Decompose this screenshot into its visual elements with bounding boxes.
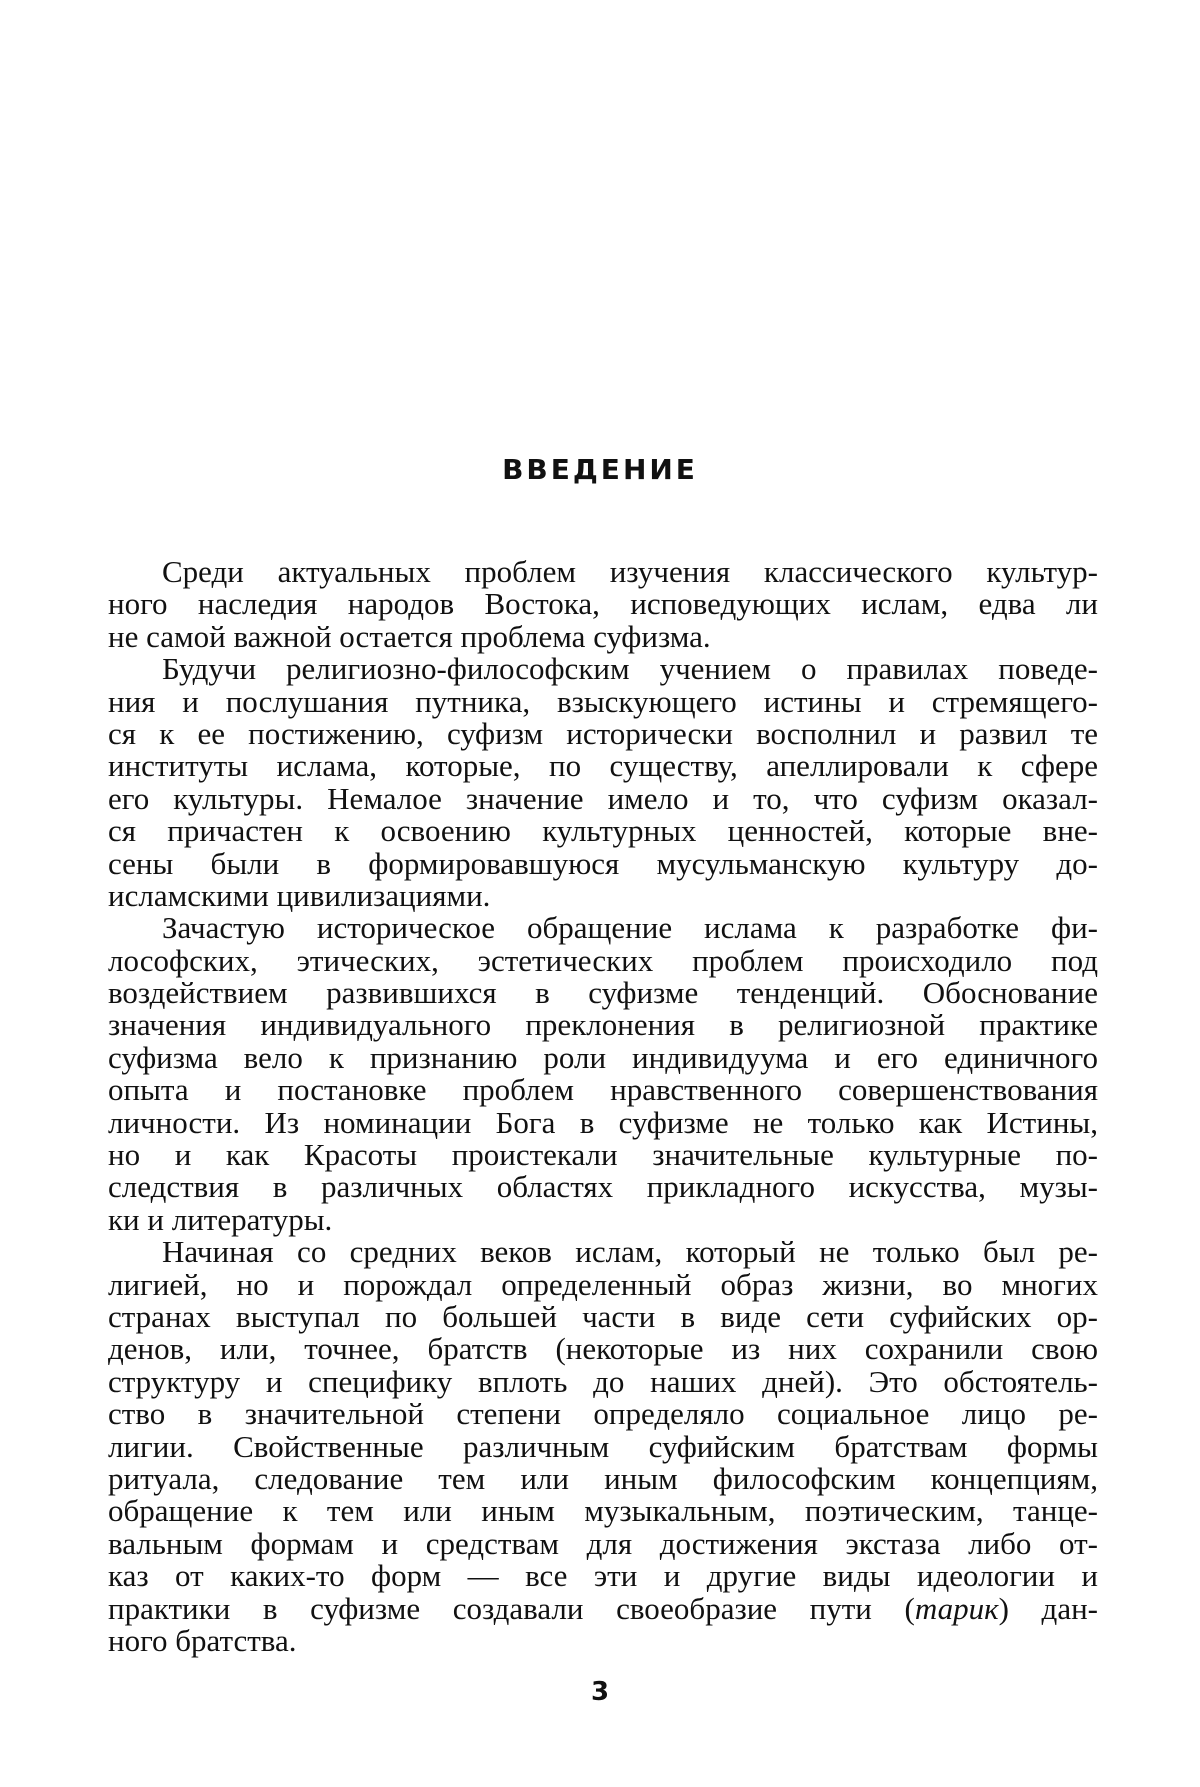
italic-term: тарик xyxy=(914,1590,999,1626)
text-line: денов, или, точнее, братств (некоторые из них сохранили свою xyxy=(108,1331,1098,1367)
text-line: воздействием развившихся в суфизме тенденций. Обоснование xyxy=(108,975,1098,1011)
text-line: лигией, но и порождал определенный образ жизни, во многих xyxy=(108,1266,1098,1302)
text-line: Будучи религиозно-философским учением о правилах поведе- xyxy=(162,651,1098,687)
text-line: ного наследия народов Востока, исповедующих ислам, едва ли xyxy=(108,586,1098,622)
body-text xyxy=(108,556,1098,1657)
chapter-heading: ВВЕДЕНИЕ xyxy=(502,453,698,486)
text-line: ки и литературы. xyxy=(108,1201,333,1237)
text-line: значения индивидуального преклонения в религиозной практике xyxy=(108,1007,1098,1043)
text-line: ния и послушания путника, взыскующего истины и стремящего- xyxy=(108,683,1098,719)
text-line: исламскими цивилизациями. xyxy=(108,877,491,913)
text-line: Зачастую историческое обращение ислама к разработке фи- xyxy=(162,910,1098,946)
text-line: но и как Красоты проистекали значительные культурные по- xyxy=(108,1137,1098,1173)
paragraph xyxy=(108,1236,1098,1657)
text-line: обращение к тем или иным музыкальным, поэтическим, танце- xyxy=(108,1493,1098,1529)
text-line: лософских, этических, эстетических проблем происходило под xyxy=(108,942,1098,978)
text-line: сены были в формировавшуюся мусульманскую культуру до- xyxy=(108,845,1098,881)
text-line: личности. Из номинации Бога в суфизме не только как Истины, xyxy=(108,1104,1098,1140)
paragraph xyxy=(108,912,1098,1236)
page-number: 3 xyxy=(590,1677,610,1707)
text-line: каз от каких-то форм — все эти и другие виды идеологии и xyxy=(108,1558,1098,1594)
text-line: его культуры. Немалое значение имело и то, что суфизм оказал- xyxy=(108,780,1098,816)
text-line: ся к ее постижению, суфизм исторически восполнил и развил те xyxy=(108,715,1098,751)
text-line: практики в суфизме создавали своеобразие пути (тарик) дан- xyxy=(108,1590,1098,1626)
paragraph xyxy=(108,556,1098,653)
text-line: не самой важной остается проблема суфизма. xyxy=(108,618,711,654)
text-line: ство в значительной степени определяло социальное лицо ре- xyxy=(108,1396,1098,1432)
text-line: лигии. Свойственные различным суфийским братствам формы xyxy=(108,1428,1098,1464)
text-line: институты ислама, которые, по существу, апеллировали к сфере xyxy=(108,748,1098,784)
text-line: ритуала, следование тем или иным философским концепциям, xyxy=(108,1460,1098,1496)
text-line: опыта и постановке проблем нравственного совершенствования xyxy=(108,1072,1098,1108)
text-line: суфизма вело к признанию роли индивидуума и его единичного xyxy=(108,1039,1098,1075)
text-line: вальным формам и средствам для достижения экстаза либо от- xyxy=(108,1525,1098,1561)
text-line: Начиная со средних веков ислам, который не только был ре- xyxy=(162,1234,1098,1270)
text-line: ного братства. xyxy=(108,1622,297,1658)
text-line: следствия в различных областях прикладного искусства, музы- xyxy=(108,1169,1098,1205)
text-line: странах выступал по большей части в виде сети суфийских ор- xyxy=(108,1298,1098,1334)
text-line: Среди актуальных проблем изучения классического культур- xyxy=(162,554,1098,589)
text-line: ся причастен к освоению культурных ценностей, которые вне- xyxy=(108,813,1098,849)
paragraph xyxy=(108,653,1098,912)
text-line: структуру и специфику вплоть до наших дней). Это обстоятель- xyxy=(108,1363,1098,1399)
